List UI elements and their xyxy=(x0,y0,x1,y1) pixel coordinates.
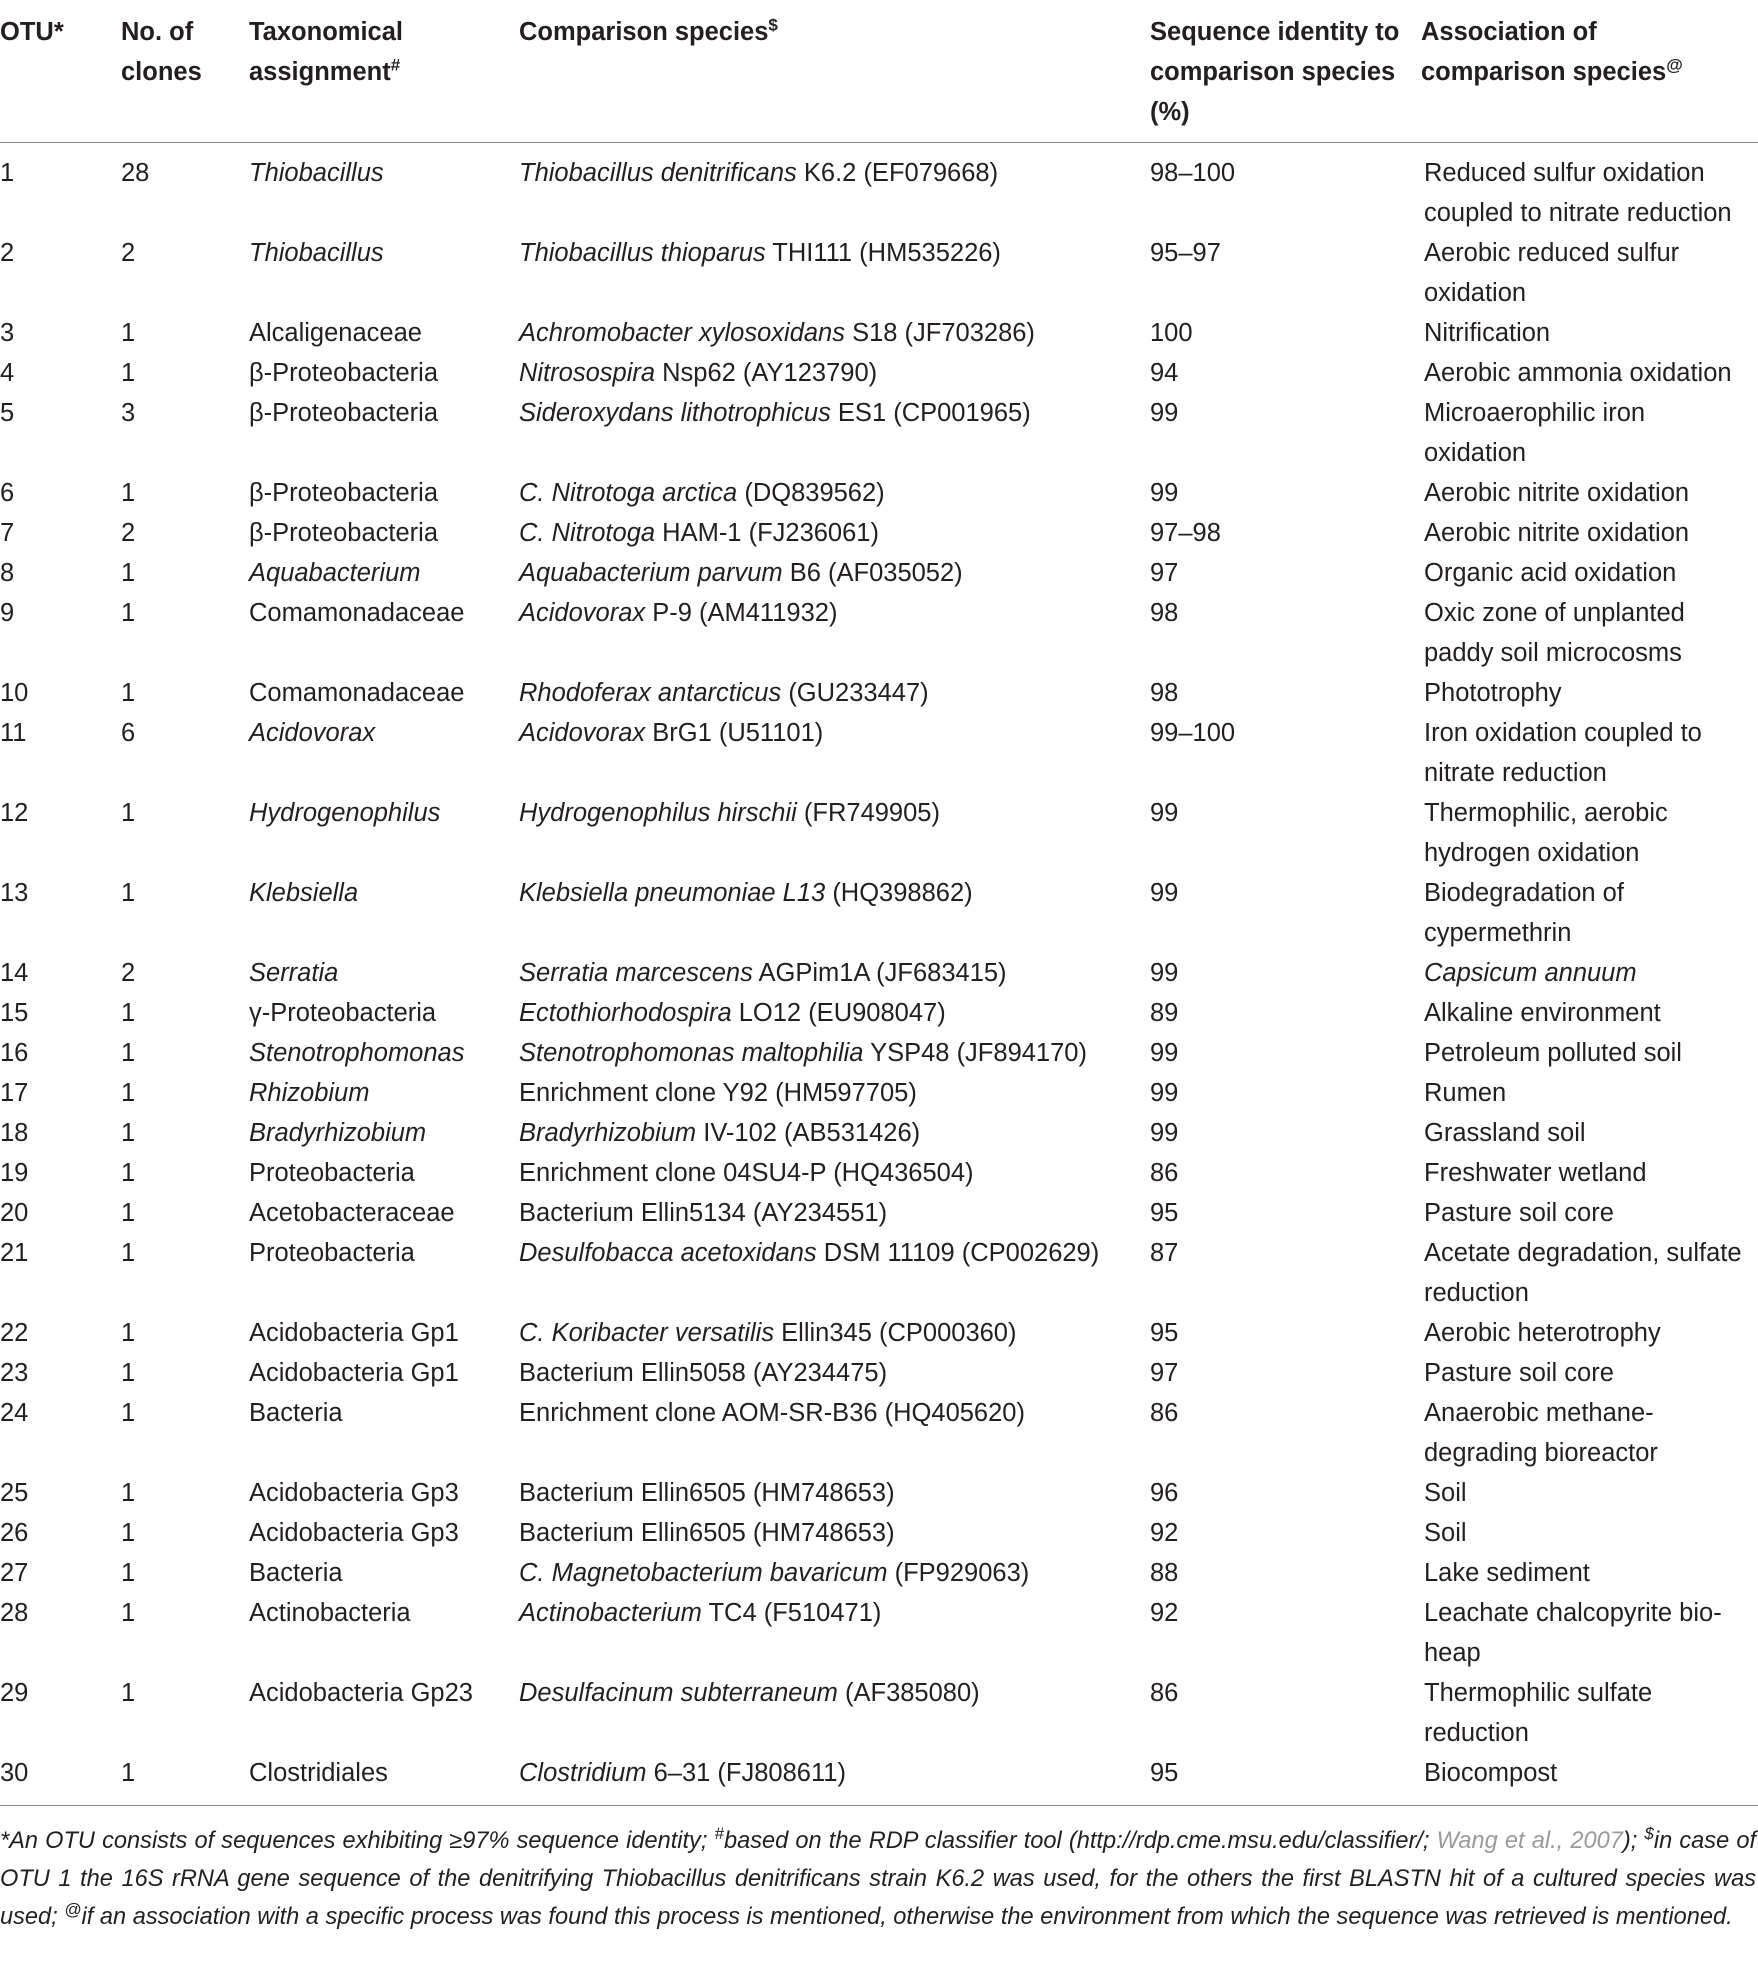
cell-association: Petroleum polluted soil xyxy=(1424,1039,1682,1067)
cell-taxonomy: Acidobacteria Gp3 xyxy=(249,1479,459,1507)
cell-otu: 11 xyxy=(0,719,27,747)
cell-species: Klebsiella pneumoniae L13 (HQ398862) xyxy=(519,879,973,907)
cell-association: Organic acid oxidation xyxy=(1424,559,1677,587)
table-row xyxy=(0,1193,1758,1233)
cell-association: Phototrophy xyxy=(1424,679,1562,707)
cell-association: Leachate chalcopyrite bio-heap xyxy=(1424,1599,1722,1667)
cell-otu: 30 xyxy=(0,1753,121,1806)
cell-otu: 17 xyxy=(0,1079,29,1107)
cell-identity: 99 xyxy=(1150,959,1179,987)
cell-clones: 1 xyxy=(121,1753,246,1806)
header-species: Comparison species$ xyxy=(519,0,1150,143)
citation-link[interactable]: Wang et al., 2007 xyxy=(1436,1828,1623,1854)
cell-clones: 28 xyxy=(121,159,150,187)
cell-clones: 1 xyxy=(121,359,136,387)
cell-association: Anaerobic methane-degrading bioreactor xyxy=(1424,1399,1658,1467)
cell-species: Desulfacinum subterraneum (AF385080) xyxy=(519,1679,980,1707)
cell-clones: 6 xyxy=(121,719,136,747)
cell-taxonomy: Acidobacteria Gp23 xyxy=(249,1679,473,1707)
cell-clones: 1 xyxy=(121,319,136,347)
cell-identity: 95 xyxy=(1150,1199,1179,1227)
cell-species: C. Nitrotoga HAM-1 (FJ236061) xyxy=(519,519,879,547)
cell-association: Aerobic nitrite oxidation xyxy=(1424,479,1690,507)
cell-species: Bradyrhizobium IV-102 (AB531426) xyxy=(519,1119,921,1147)
table-row xyxy=(0,1353,1758,1393)
cell-clones: 1 xyxy=(121,1159,136,1187)
cell-otu: 14 xyxy=(0,959,29,987)
table-row xyxy=(0,1113,1758,1153)
cell-association: Aerobic heterotrophy xyxy=(1424,1319,1661,1347)
cell-otu: 27 xyxy=(0,1559,29,1587)
header-otu: OTU* xyxy=(0,0,121,143)
cell-taxonomy: Proteobacteria xyxy=(249,1159,415,1187)
cell-species: Hydrogenophilus hirschii (FR749905) xyxy=(519,799,940,827)
cell-association: Oxic zone of unplanted paddy soil microcosms xyxy=(1424,599,1685,667)
cell-clones: 1 xyxy=(121,999,136,1027)
cell-identity: 96 xyxy=(1150,1479,1179,1507)
cell-taxonomy: Serratia xyxy=(249,959,339,987)
table-row xyxy=(0,1073,1758,1113)
cell-clones: 1 xyxy=(121,679,136,707)
cell-association: Grassland soil xyxy=(1424,1119,1586,1147)
cell-otu: 20 xyxy=(0,1199,29,1227)
cell-clones: 1 xyxy=(121,1359,136,1387)
cell-clones: 1 xyxy=(121,1119,136,1147)
header-taxonomy: Taxonomical assignment# xyxy=(246,0,519,143)
cell-taxonomy: Klebsiella xyxy=(249,879,359,907)
table-row xyxy=(0,993,1758,1033)
table-row xyxy=(0,1473,1758,1513)
cell-species: C. Magnetobacterium bavaricum (FP929063) xyxy=(519,1559,1030,1587)
cell-identity: 99 xyxy=(1150,479,1179,507)
cell-association: Lake sediment xyxy=(1424,1559,1590,1587)
cell-taxonomy: γ-Proteobacteria xyxy=(249,999,437,1027)
cell-taxonomy: Acidobacteria Gp3 xyxy=(249,1519,459,1547)
cell-taxonomy: Aquabacterium xyxy=(249,559,421,587)
cell-species: Enrichment clone 04SU4-P (HQ436504) xyxy=(519,1159,974,1187)
cell-taxonomy: β-Proteobacteria xyxy=(249,519,439,547)
cell-clones: 2 xyxy=(121,239,136,267)
table-row xyxy=(0,1753,1758,1806)
cell-clones: 2 xyxy=(121,519,136,547)
cell-identity: 99–100 xyxy=(1150,719,1236,747)
cell-clones: 1 xyxy=(121,1559,136,1587)
cell-clones: 1 xyxy=(121,1519,136,1547)
cell-clones: 1 xyxy=(121,1039,136,1067)
cell-taxonomy: Acidovorax xyxy=(249,719,376,747)
cell-identity: 86 xyxy=(1150,1679,1179,1707)
cell-otu: 13 xyxy=(0,879,29,907)
table-row xyxy=(0,1313,1758,1353)
cell-species: Thiobacillus denitrificans K6.2 (EF079668) xyxy=(519,159,999,187)
cell-species: Bacterium Ellin6505 (HM748653) xyxy=(519,1519,895,1547)
cell-association: Freshwater wetland xyxy=(1424,1159,1647,1187)
table-row xyxy=(0,1033,1758,1073)
cell-species: Serratia marcescens AGPim1A (JF683415) xyxy=(519,959,1007,987)
cell-identity: 99 xyxy=(1150,1119,1179,1147)
table-body xyxy=(0,143,1758,1806)
cell-association: Acetate degradation, sulfate reduction xyxy=(1424,1239,1742,1307)
cell-species: Enrichment clone Y92 (HM597705) xyxy=(519,1079,917,1107)
cell-species: Aquabacterium parvum B6 (AF035052) xyxy=(519,559,963,587)
table-row xyxy=(0,1393,1758,1473)
table-row xyxy=(0,1513,1758,1553)
cell-identity: 99 xyxy=(1150,799,1179,827)
cell-clones: 1 xyxy=(121,1319,136,1347)
table-footnote: *An OTU consists of sequences exhibiting ≥97% sequence identity; #based on the RDP classifier tool (http://rdp.cme.msu.edu/classifier/; Wang et al., 2007); $in case of OTU 1 the 16S rRNA gene sequence of the denitrifying Thiobacillus denitrificans strain K6.2 was used, for the others the first BLASTN hit of a cultured species was used; @if an association with a specific process was found this process is mentioned, otherwise the environment from which the sequence was retrieved is mentioned. xyxy=(0,1824,1756,1930)
cell-identity: 95 xyxy=(1150,1753,1421,1806)
cell-species: Clostridium 6–31 (FJ808611) xyxy=(519,1753,1150,1806)
cell-otu: 24 xyxy=(0,1399,29,1427)
cell-identity: 95–97 xyxy=(1150,239,1221,267)
cell-association: Pasture soil core xyxy=(1424,1359,1614,1387)
cell-species: C. Nitrotoga arctica (DQ839562) xyxy=(519,479,885,507)
table-row xyxy=(0,873,1758,953)
cell-identity: 99 xyxy=(1150,1079,1179,1107)
cell-otu: 5 xyxy=(0,399,15,427)
table-row xyxy=(0,513,1758,553)
cell-identity: 94 xyxy=(1150,359,1179,387)
cell-otu: 22 xyxy=(0,1319,29,1347)
cell-identity: 100 xyxy=(1150,319,1193,347)
header-clones: No. of clones xyxy=(121,0,246,143)
cell-association: Aerobic nitrite oxidation xyxy=(1424,519,1690,547)
cell-association: Thermophilic, aerobic hydrogen oxidation xyxy=(1424,799,1668,867)
cell-taxonomy: Comamonadaceae xyxy=(249,679,465,707)
cell-association: Microaerophilic iron oxidation xyxy=(1424,399,1646,467)
cell-otu: 3 xyxy=(0,319,15,347)
cell-taxonomy: β-Proteobacteria xyxy=(249,479,439,507)
cell-species: Stenotrophomonas maltophilia YSP48 (JF894170) xyxy=(519,1039,1087,1067)
table-row xyxy=(0,593,1758,673)
cell-species: Nitrosospira Nsp62 (AY123790) xyxy=(519,359,878,387)
cell-otu: 1 xyxy=(0,159,15,187)
table-row xyxy=(0,553,1758,593)
cell-identity: 98 xyxy=(1150,599,1179,627)
cell-species: Achromobacter xylosoxidans S18 (JF703286) xyxy=(519,319,1035,347)
cell-association: Iron oxidation coupled to nitrate reduction xyxy=(1424,719,1702,787)
cell-clones: 1 xyxy=(121,1479,136,1507)
cell-taxonomy: Bacteria xyxy=(249,1559,343,1587)
cell-identity: 97 xyxy=(1150,559,1179,587)
table-row xyxy=(0,1593,1758,1673)
cell-otu: 7 xyxy=(0,519,15,547)
cell-species: Acidovorax P-9 (AM411932) xyxy=(519,599,838,627)
cell-otu: 4 xyxy=(0,359,15,387)
cell-clones: 1 xyxy=(121,1199,136,1227)
cell-association: Aerobic ammonia oxidation xyxy=(1424,359,1732,387)
table-row xyxy=(0,793,1758,873)
table-row xyxy=(0,673,1758,713)
cell-taxonomy: Proteobacteria xyxy=(249,1239,415,1267)
cell-association: Reduced sulfur oxidation coupled to nitrate reduction xyxy=(1424,159,1732,227)
cell-species: Ectothiorhodospira LO12 (EU908047) xyxy=(519,999,946,1027)
cell-otu: 8 xyxy=(0,559,15,587)
cell-taxonomy: Thiobacillus xyxy=(249,239,384,267)
cell-association: Thermophilic sulfate reduction xyxy=(1424,1679,1653,1747)
cell-association: Alkaline environment xyxy=(1424,999,1661,1027)
cell-identity: 95 xyxy=(1150,1319,1179,1347)
cell-identity: 88 xyxy=(1150,1559,1179,1587)
cell-otu: 29 xyxy=(0,1679,29,1707)
cell-otu: 21 xyxy=(0,1239,29,1267)
cell-species: Acidovorax BrG1 (U51101) xyxy=(519,719,824,747)
cell-otu: 18 xyxy=(0,1119,29,1147)
cell-species: Desulfobacca acetoxidans DSM 11109 (CP002629) xyxy=(519,1239,1100,1267)
table-row xyxy=(0,1153,1758,1193)
cell-association: Aerobic reduced sulfur oxidation xyxy=(1424,239,1680,307)
cell-association: Soil xyxy=(1424,1519,1467,1547)
cell-identity: 98–100 xyxy=(1150,159,1236,187)
cell-clones: 1 xyxy=(121,599,136,627)
cell-association: Biodegradation of cypermethrin xyxy=(1424,879,1624,947)
table-header-row xyxy=(0,0,1758,143)
cell-otu: 25 xyxy=(0,1479,29,1507)
cell-clones: 1 xyxy=(121,1079,136,1107)
cell-taxonomy: Thiobacillus xyxy=(249,159,384,187)
cell-taxonomy: Actinobacteria xyxy=(249,1599,411,1627)
cell-identity: 87 xyxy=(1150,1239,1179,1267)
table-row xyxy=(0,1233,1758,1313)
table-row xyxy=(0,473,1758,513)
cell-identity: 97–98 xyxy=(1150,519,1221,547)
table-row xyxy=(0,143,1758,234)
header-identity: Sequence identity to comparison species (%) xyxy=(1150,0,1421,143)
cell-identity: 92 xyxy=(1150,1519,1179,1547)
cell-association: Pasture soil core xyxy=(1424,1199,1614,1227)
cell-species: Bacterium Ellin5058 (AY234475) xyxy=(519,1359,888,1387)
cell-otu: 26 xyxy=(0,1519,29,1547)
cell-association: Rumen xyxy=(1424,1079,1507,1107)
cell-clones: 1 xyxy=(121,879,136,907)
cell-clones: 3 xyxy=(121,399,136,427)
cell-taxonomy: Rhizobium xyxy=(249,1079,370,1107)
cell-taxonomy: β-Proteobacteria xyxy=(249,359,439,387)
cell-identity: 98 xyxy=(1150,679,1179,707)
cell-taxonomy: Comamonadaceae xyxy=(249,599,465,627)
cell-identity: 99 xyxy=(1150,399,1179,427)
cell-species: Sideroxydans lithotrophicus ES1 (CP001965) xyxy=(519,399,1031,427)
cell-taxonomy: Acetobacteraceae xyxy=(249,1199,455,1227)
header-association: Association of comparison species@ xyxy=(1421,0,1758,143)
table-row xyxy=(0,353,1758,393)
cell-association: Soil xyxy=(1424,1479,1467,1507)
cell-clones: 1 xyxy=(121,1399,136,1427)
cell-taxonomy: Clostridiales xyxy=(246,1753,519,1806)
cell-otu: 2 xyxy=(0,239,15,267)
cell-taxonomy: Bradyrhizobium xyxy=(249,1119,427,1147)
cell-taxonomy: β-Proteobacteria xyxy=(249,399,439,427)
table-row xyxy=(0,313,1758,353)
cell-clones: 1 xyxy=(121,1599,136,1627)
cell-association: Biocompost xyxy=(1421,1753,1758,1806)
cell-taxonomy: Alcaligenaceae xyxy=(249,319,422,347)
cell-identity: 86 xyxy=(1150,1159,1179,1187)
cell-association: Capsicum annuum xyxy=(1424,959,1637,987)
cell-species: Bacterium Ellin6505 (HM748653) xyxy=(519,1479,895,1507)
table-row xyxy=(0,1673,1758,1753)
cell-identity: 89 xyxy=(1150,999,1179,1027)
cell-otu: 15 xyxy=(0,999,29,1027)
cell-otu: 12 xyxy=(0,799,29,827)
cell-identity: 97 xyxy=(1150,1359,1179,1387)
cell-clones: 1 xyxy=(121,1679,136,1707)
table-row xyxy=(0,953,1758,993)
cell-taxonomy: Acidobacteria Gp1 xyxy=(249,1359,459,1387)
cell-clones: 2 xyxy=(121,959,136,987)
cell-species: Thiobacillus thioparus THI111 (HM535226) xyxy=(519,239,1001,267)
cell-taxonomy: Stenotrophomonas xyxy=(249,1039,465,1067)
table-row xyxy=(0,1553,1758,1593)
cell-species: C. Koribacter versatilis Ellin345 (CP000360) xyxy=(519,1319,1017,1347)
cell-taxonomy: Bacteria xyxy=(249,1399,343,1427)
table-row xyxy=(0,393,1758,473)
cell-identity: 99 xyxy=(1150,879,1179,907)
cell-species: Enrichment clone AOM-SR-B36 (HQ405620) xyxy=(519,1399,1025,1427)
cell-clones: 1 xyxy=(121,799,136,827)
cell-species: Bacterium Ellin5134 (AY234551) xyxy=(519,1199,888,1227)
cell-clones: 1 xyxy=(121,479,136,507)
cell-association: Nitrification xyxy=(1424,319,1551,347)
table-row xyxy=(0,233,1758,313)
cell-otu: 28 xyxy=(0,1599,29,1627)
cell-taxonomy: Acidobacteria Gp1 xyxy=(249,1319,459,1347)
table-row xyxy=(0,713,1758,793)
cell-otu: 6 xyxy=(0,479,15,507)
cell-otu: 10 xyxy=(0,679,29,707)
cell-identity: 99 xyxy=(1150,1039,1179,1067)
cell-identity: 86 xyxy=(1150,1399,1179,1427)
cell-otu: 19 xyxy=(0,1159,29,1187)
cell-taxonomy: Hydrogenophilus xyxy=(249,799,441,827)
cell-otu: 16 xyxy=(0,1039,29,1067)
cell-species: Rhodoferax antarcticus (GU233447) xyxy=(519,679,929,707)
cell-otu: 23 xyxy=(0,1359,29,1387)
cell-identity: 92 xyxy=(1150,1599,1179,1627)
cell-otu: 9 xyxy=(0,599,15,627)
cell-clones: 1 xyxy=(121,559,136,587)
cell-species: Actinobacterium TC4 (F510471) xyxy=(519,1599,882,1627)
cell-clones: 1 xyxy=(121,1239,136,1267)
